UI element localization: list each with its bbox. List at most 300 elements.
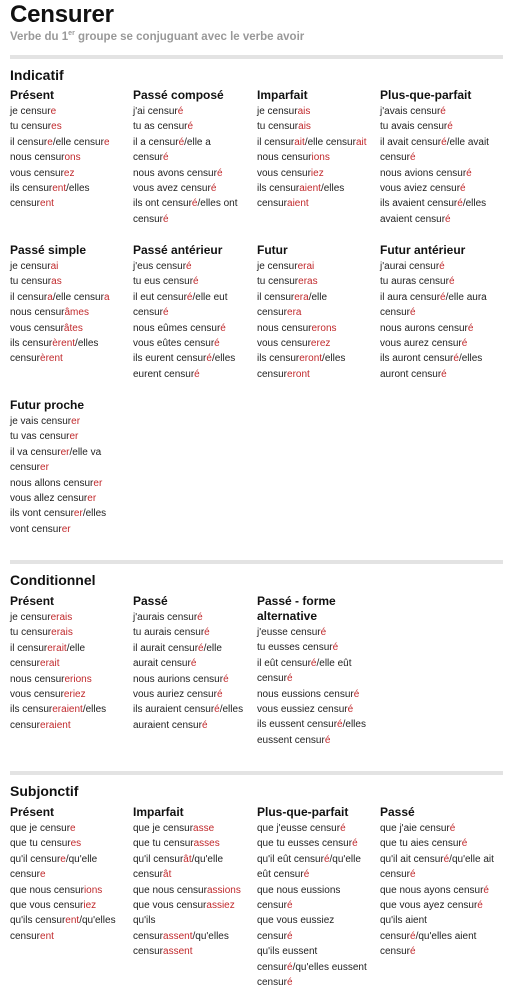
verb-ending: ât	[183, 853, 192, 865]
verb-ending: e	[40, 869, 46, 881]
verb-ending: er	[71, 416, 81, 427]
verb-text: ils auront censur	[380, 353, 454, 365]
conjugation-line	[380, 212, 498, 227]
verb-ending: eraient	[40, 719, 71, 731]
verb-ending: ons	[64, 152, 81, 164]
verb-ending: es	[51, 121, 62, 133]
verb-text: censur	[133, 307, 164, 319]
conjugation-line	[257, 336, 375, 351]
verb-text: vous auriez censur	[133, 689, 217, 701]
conjugation-line	[380, 166, 498, 181]
conjugation-line	[10, 150, 128, 165]
verb-ending: é	[190, 658, 197, 670]
verb-text: que nous censur	[133, 884, 207, 896]
conjugation-line	[10, 119, 128, 134]
verb-ending: ions	[311, 152, 330, 164]
tense-block	[10, 243, 128, 367]
verb-text: ils censur	[10, 338, 53, 350]
conjugation-line	[257, 898, 375, 913]
verb-text: /elles	[75, 338, 99, 350]
conjugation-line	[10, 491, 128, 506]
verb-text: censur	[380, 946, 411, 958]
verb-ending: é	[443, 853, 450, 865]
tense-title: Passé	[133, 594, 168, 608]
conjugation-line	[380, 367, 498, 382]
tense-block	[10, 398, 128, 537]
verb-text: j'avais censur	[380, 106, 441, 117]
tense-block	[10, 594, 128, 733]
verb-text: qu'ils censur	[10, 915, 66, 927]
conjugation-line	[257, 852, 375, 867]
verb-ending: é	[441, 368, 447, 380]
verb-ending: é	[198, 642, 204, 654]
verb-ending: é	[483, 884, 489, 896]
conjugation-line	[257, 717, 375, 732]
conjugation-line	[10, 867, 128, 882]
verb-ending: é	[287, 961, 293, 973]
section-divider	[10, 560, 503, 564]
conjugation-line	[380, 867, 498, 882]
verb-ending: é	[163, 152, 169, 164]
conjugation-line	[257, 196, 375, 211]
verb-ending: é	[453, 353, 459, 365]
tense-title: Plus-que-parfait	[380, 88, 472, 102]
verb-ending: ât	[163, 869, 172, 881]
verb-text: vous eûtes censur	[133, 338, 215, 350]
verb-text: nous aurons censur	[380, 322, 468, 334]
conjugation-line	[380, 274, 498, 289]
tense-block	[257, 243, 375, 382]
conjugation-line	[133, 867, 251, 882]
verb-text: /elles ont	[197, 198, 238, 210]
conjugation-line	[10, 641, 128, 656]
verb-text: qu'ils aient	[380, 915, 427, 927]
subtitle-superscript: er	[68, 30, 75, 38]
verb-text: ils auraient censur	[133, 704, 215, 716]
verb-ending: er	[61, 523, 71, 535]
conjugation-line	[380, 181, 498, 196]
verb-ending: é	[461, 338, 468, 350]
tense-block	[133, 594, 251, 733]
conjugation-line	[133, 672, 251, 687]
conjugation-line	[257, 290, 375, 305]
verb-text: censur	[10, 930, 41, 942]
verb-text: /elles	[211, 353, 236, 365]
tense-block	[257, 594, 375, 748]
verb-ending: é	[439, 261, 445, 272]
conjugation-line	[380, 321, 498, 336]
verb-ending: é	[324, 734, 331, 746]
verb-ending: e	[103, 136, 110, 148]
verb-text: qu'il censur	[133, 853, 184, 865]
tense-title: Passé - forme alternative	[257, 594, 336, 623]
verb-ending: é	[186, 261, 192, 272]
verb-text: /qu'elles aient	[415, 930, 477, 942]
conjugation-line	[133, 104, 251, 119]
conjugation-line	[133, 898, 251, 913]
verb-text: je censur	[10, 261, 51, 272]
verb-text: /elle censur	[52, 291, 104, 303]
verb-ending: é	[201, 719, 208, 731]
conjugation-line	[133, 702, 251, 717]
verb-text: avaient censur	[380, 213, 446, 225]
verb-ending: é	[332, 642, 339, 654]
tense-title: Futur antérieur	[380, 243, 466, 257]
conjugation-line	[257, 733, 375, 748]
verb-text: nous censur	[10, 152, 65, 164]
verb-text: auraient censur	[133, 719, 202, 731]
conjugation-line	[133, 135, 251, 150]
conjugation-line	[133, 290, 251, 305]
verb-ending: erai	[297, 261, 315, 272]
verb-text: /elle	[66, 642, 86, 654]
verb-text: /elle censur	[304, 136, 356, 148]
verb-ending: assiez	[206, 900, 235, 912]
tense-block	[10, 805, 128, 944]
verb-ending: erait	[47, 642, 67, 654]
conjugation-line	[133, 367, 251, 382]
conjugation-line	[257, 883, 375, 898]
verb-ending: er	[40, 462, 49, 474]
verb-ending: e	[50, 106, 57, 117]
verb-ending: erais	[50, 612, 73, 623]
verb-ending: âmes	[64, 307, 89, 319]
subtitle-part: Verbe du 1	[10, 31, 69, 43]
conjugation-line	[380, 929, 498, 944]
conjugation-line	[380, 259, 498, 274]
conjugation-line	[257, 687, 375, 702]
tense-block	[380, 243, 498, 382]
verb-text: /elles	[82, 508, 107, 520]
conjugation-line	[10, 135, 128, 150]
verb-ending: é	[410, 930, 416, 942]
verb-text: tu eus censur	[133, 276, 194, 288]
conjugation-line	[257, 259, 375, 274]
verb-text: /qu'elles eussent	[292, 961, 367, 973]
verb-text: /elle aura	[445, 291, 487, 303]
conjugation-line	[380, 135, 498, 150]
verb-text: /qu'elle	[191, 853, 224, 865]
verb-text: nous allons censur	[10, 477, 94, 489]
verb-ending: é	[460, 183, 466, 195]
verb-ending: era	[294, 291, 309, 303]
conjugation-line	[257, 656, 375, 671]
conjugation-line	[380, 119, 498, 134]
section-indicatif	[10, 55, 503, 535]
verb-text: aurait censur	[133, 658, 191, 670]
conjugation-line	[133, 351, 251, 366]
verb-text: censur	[380, 152, 411, 164]
verb-text: vous censur	[10, 322, 64, 334]
conjugation-line	[10, 852, 128, 867]
verb-text: nous censur	[257, 152, 312, 164]
verb-text: /elles	[219, 704, 244, 716]
verb-ending: é	[287, 977, 293, 989]
conjugation-line	[133, 610, 251, 625]
conjugation-line	[133, 641, 251, 656]
verb-text: que nous ayons censur	[380, 884, 484, 896]
conjugation-line	[257, 367, 375, 382]
conjugation-line	[10, 836, 128, 851]
verb-ending: er	[93, 477, 103, 489]
conjugation-line	[380, 351, 498, 366]
verb-text: /elle eut	[192, 291, 228, 303]
tense-block	[133, 243, 251, 382]
conjugation-line	[257, 305, 375, 320]
page-subtitle	[10, 30, 304, 44]
section-subjonctif	[10, 771, 503, 989]
verb-ending: ais	[297, 106, 311, 117]
verb-ending: assent	[163, 930, 193, 942]
conjugation-line	[133, 836, 251, 851]
conjugation-line	[133, 852, 251, 867]
verb-ending: é	[449, 823, 456, 834]
verb-ending: é	[186, 291, 193, 303]
conjugation-line	[257, 836, 375, 851]
verb-text: nous censur	[10, 673, 65, 685]
verb-text: tu censur	[10, 276, 52, 288]
conjugation-line	[10, 336, 128, 351]
verb-text: tu censur	[10, 627, 52, 639]
verb-ending: aient	[287, 198, 309, 210]
conjugation-line	[380, 821, 498, 836]
conjugation-line	[380, 150, 498, 165]
verb-text: qu'ils eussent	[257, 946, 318, 958]
verb-text: /elle avait	[446, 136, 489, 148]
verb-text: il eût censur	[257, 657, 311, 669]
verb-text: /elles	[66, 183, 90, 195]
conjugation-line	[10, 445, 128, 460]
conjugation-line	[257, 274, 375, 289]
conjugation-line	[133, 336, 251, 351]
verb-ending: é	[353, 688, 360, 700]
verb-ending: as	[51, 276, 62, 288]
verb-text: tu auras censur	[380, 276, 449, 288]
verb-ending: er	[60, 446, 70, 458]
conjugation-line	[380, 944, 498, 959]
conjugation-line	[257, 821, 375, 836]
conjugation-line	[133, 212, 251, 227]
verb-text: censur	[10, 719, 41, 731]
verb-text: censur	[257, 307, 288, 319]
verb-text: censur	[257, 198, 288, 210]
verb-ending: eront	[287, 368, 310, 380]
verb-text: tu censur	[257, 121, 299, 133]
verb-ending: er	[87, 493, 97, 505]
conjugation-line	[257, 913, 375, 928]
tense-block	[133, 88, 251, 227]
verb-text: censur	[257, 977, 288, 989]
verb-ending: é	[210, 183, 217, 195]
verb-text: que vous ayez censur	[380, 900, 478, 912]
tense-title: Futur	[257, 243, 288, 257]
tense-title: Imparfait	[257, 88, 308, 102]
verb-ending: é	[178, 136, 185, 148]
verb-text: que j'aie censur	[380, 823, 450, 834]
verb-text: censur	[10, 869, 41, 881]
conjugation-line	[257, 975, 375, 990]
verb-ending: é	[340, 823, 346, 834]
verb-ending: es	[70, 838, 82, 850]
verb-ending: é	[204, 627, 210, 639]
verb-text: censur	[133, 946, 164, 958]
verb-text: /elle	[203, 642, 222, 654]
conjugation-line	[380, 883, 498, 898]
conjugation-line	[10, 702, 128, 717]
verb-text: nous censur	[257, 322, 312, 334]
conjugation-line	[257, 929, 375, 944]
verb-text: il censur	[257, 136, 295, 148]
verb-text: vont censur	[10, 523, 62, 535]
verb-text: /elles	[320, 183, 345, 195]
verb-ending: er	[73, 508, 83, 520]
verb-text: ils eussent censur	[257, 719, 338, 731]
verb-ending: é	[320, 627, 327, 638]
conjugation-line	[10, 610, 128, 625]
verb-text: ils censur	[10, 183, 53, 195]
tense-title: Présent	[10, 805, 55, 819]
verb-ending: é	[337, 719, 343, 731]
verb-ending: é	[352, 838, 358, 850]
verb-ending: é	[448, 276, 455, 288]
verb-text: eussent censur	[257, 734, 325, 746]
conjugation-line	[257, 321, 375, 336]
verb-text: il a censur	[133, 136, 179, 148]
tense-block	[10, 88, 128, 212]
tense-block	[257, 88, 375, 212]
verb-text: /elle va	[69, 446, 102, 458]
conjugation-line	[133, 821, 251, 836]
verb-ending: é	[303, 869, 310, 881]
verb-text: censur	[10, 198, 41, 210]
verb-text: vous allez censur	[10, 493, 88, 505]
verb-text: nous eûmes censur	[133, 322, 221, 334]
verb-ending: é	[440, 106, 446, 117]
verb-ending: é	[177, 106, 184, 117]
verb-ending: assions	[206, 884, 241, 896]
verb-ending: ent	[40, 198, 54, 210]
tense-block	[257, 805, 375, 990]
conjugation-line	[257, 104, 375, 119]
conjugation-line	[10, 898, 128, 913]
conjugation-line	[133, 305, 251, 320]
verb-ending: é	[216, 167, 223, 179]
verb-text: ils ont censur	[133, 198, 192, 210]
conjugation-line	[133, 259, 251, 274]
verb-ending: é	[466, 167, 472, 179]
section-divider	[10, 771, 503, 775]
verb-text: /elle censur	[52, 136, 104, 148]
verb-text: il censur	[10, 291, 48, 303]
conjugation-line	[257, 702, 375, 717]
verb-text: ils censur	[10, 704, 53, 716]
verb-text: que je censur	[133, 823, 194, 834]
verb-text: que nous eussions	[257, 884, 341, 896]
verb-text: je censur	[10, 612, 51, 623]
conjugation-line	[10, 718, 128, 733]
conjugation-line	[380, 196, 498, 211]
verb-text: ils vont censur	[10, 508, 74, 520]
verb-text: nous aurions censur	[133, 673, 224, 685]
verb-text: /elle eût	[316, 657, 352, 669]
tense-title: Présent	[10, 594, 55, 608]
verb-text: nous censur	[10, 307, 65, 319]
conjugation-line	[10, 414, 128, 429]
conjugation-line	[10, 166, 128, 181]
conjugation-line	[133, 196, 251, 211]
conjugation-line	[10, 460, 128, 475]
verb-text: /elle	[308, 291, 328, 303]
verb-ending: é	[410, 869, 416, 881]
conjugation-line	[257, 135, 375, 150]
tense-title: Passé composé	[133, 88, 224, 102]
verb-text: tu censur	[257, 276, 299, 288]
verb-ending: é	[214, 704, 220, 716]
verb-ending: e	[47, 136, 53, 148]
verb-text: j'eusse censur	[257, 627, 321, 638]
verb-text: vous censur	[257, 167, 311, 179]
conjugation-line	[10, 305, 128, 320]
verb-text: tu censur	[10, 121, 52, 133]
verb-ending: é	[220, 322, 226, 334]
verb-ending: erait	[40, 658, 60, 670]
conjugation-line	[10, 506, 128, 521]
verb-ending: é	[287, 930, 293, 942]
verb-text: censur	[133, 152, 164, 164]
verb-text: censur	[380, 869, 411, 881]
verb-text: que tu censur	[10, 838, 71, 850]
verb-ending: e	[70, 823, 76, 834]
verb-ending: é	[163, 213, 169, 225]
verb-ending: erez	[310, 338, 331, 350]
conjugation-line	[257, 150, 375, 165]
verb-text: censur	[10, 353, 41, 365]
verb-text: ils eurent censur	[133, 353, 207, 365]
verb-text: censur	[257, 961, 288, 973]
verb-text: /qu'elle	[329, 853, 361, 865]
verb-text: auront censur	[380, 368, 442, 380]
verb-ending: a	[103, 291, 110, 303]
verb-ending: asse	[193, 823, 215, 834]
conjugation-line	[380, 336, 498, 351]
verb-text: vous censur	[10, 167, 64, 179]
verb-ending: é	[223, 673, 229, 685]
verb-text: censur	[133, 213, 164, 225]
conjugation-line	[10, 522, 128, 537]
verb-ending: erais	[51, 627, 73, 639]
verb-text: tu eusses censur	[257, 642, 333, 654]
verb-text: il aura censur	[380, 291, 441, 303]
verb-ending: é	[440, 291, 446, 303]
section-title: Indicatif	[10, 67, 64, 83]
conjugation-line	[257, 867, 375, 882]
verb-text: que vous eussiez	[257, 915, 335, 927]
verb-text: que tu censur	[133, 838, 194, 850]
conjugation-line	[380, 913, 498, 928]
conjugation-line	[10, 672, 128, 687]
conjugation-line	[10, 476, 128, 491]
section-divider	[10, 55, 503, 59]
verb-text: il avait censur	[380, 136, 442, 148]
verb-ending: eriez	[63, 689, 86, 701]
verb-ending: é	[441, 136, 447, 148]
verb-ending: ais	[298, 121, 311, 133]
verb-ending: é	[323, 853, 330, 865]
verb-text: /elles	[82, 704, 107, 716]
conjugation-line	[380, 290, 498, 305]
subtitle-part: groupe se conjuguant avec le verbe avoir	[74, 31, 305, 43]
verb-text: /qu'elles	[79, 915, 116, 927]
